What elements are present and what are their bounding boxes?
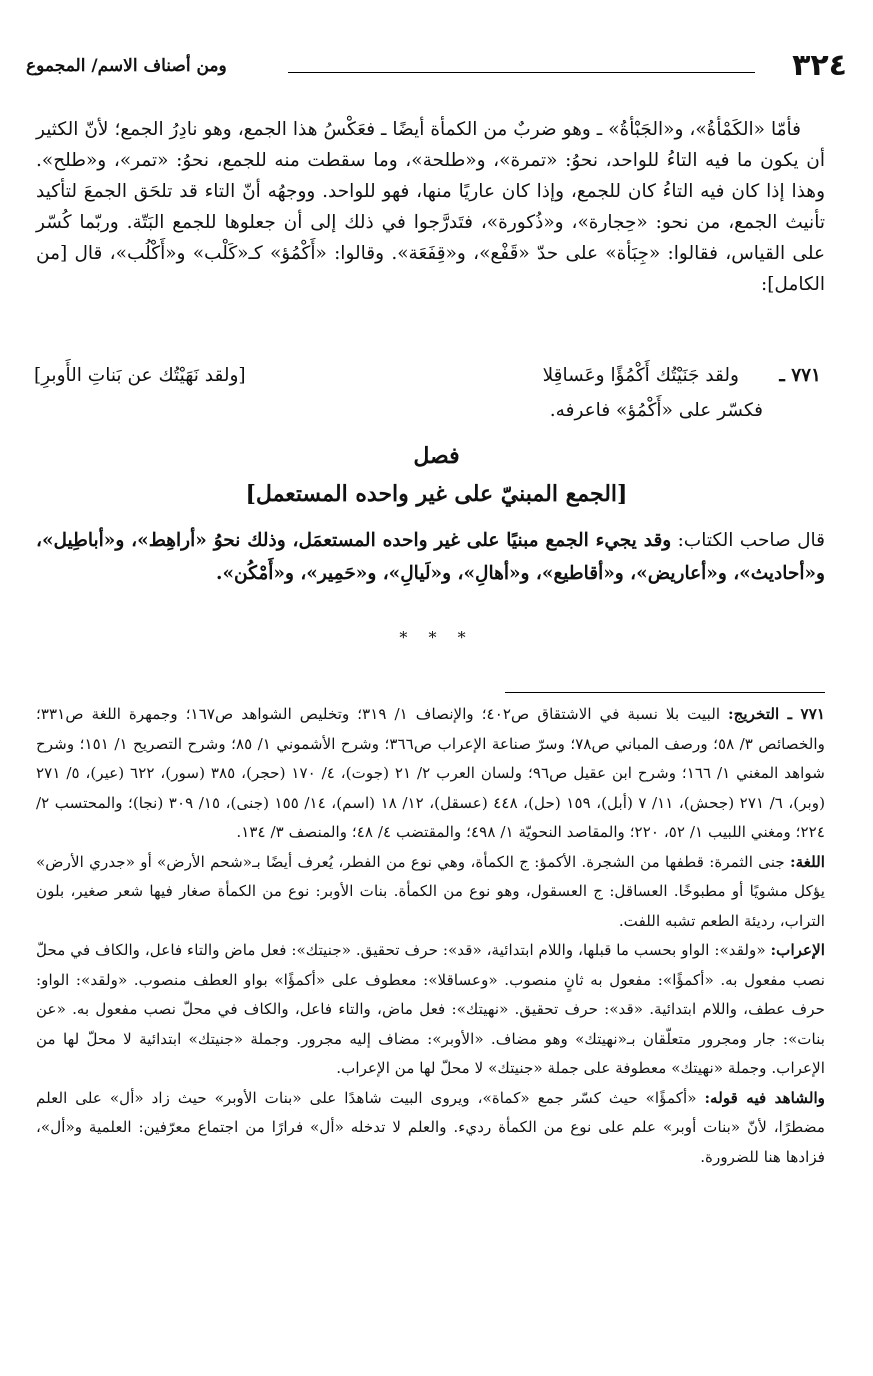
section-divider-stars: * * * [399,628,474,647]
verse-line [34,360,821,392]
header-rule [288,72,755,73]
footnote-text: البيت بلا نسبة في الاشتقاق ص٤٠٢؛ والإنصاف ١/ ٣١٩؛ وتخليص الشواهد ص١٦٧؛ وجمهرة اللغة ص٣٣١؛ والخصائص ٣/ ٥٨؛ ورصف المباني ص٧٨؛ وسرّ صناعة الإعراب ص٣٦٦؛ وشرح الأشموني ١/ ٨٥؛ وشرح التصريح ١/ ١٥١؛ وشرح شواهد المغني ١/ ١٦٦؛ وشرح ابن عقيل ص٩٦؛ ولسان العرب ٢/ ٢١ (جوت)، ٤/ ١٧٠ (حجر)، ٣٨٥ (سور)، ٦٢٢ (عير)، ٥/ ٢٧١ (وبر)، ٦/ ٢٧١ (جحش)، ١١/ ٧ (أبل)، ١٥٩ (حل)، ٤٤٨ (عسقل)، ١٢/ ١٨ (اسم)، ١٤/ ١٥٥ (جنى)، ١٥/ ٣٠٩ (نجا)؛ والمحتسب ٢/ ٢٢٤؛ ومغني اللبيب ١/ ٥٢، ٢٢٠؛ والمقاصد النحويّة ١/ ٤٩٨؛ والمقتضب ٤/ ٤٨؛ والمنصف ٣/ ١٣٤. [36,705,826,841]
footnote-label: والشاهد فيه قوله: [704,1088,825,1107]
running-title: ومن أصناف الاسم/ المجموع [26,56,227,76]
footnotes [36,700,825,1172]
section-title: فصل [413,443,460,469]
footnote-shahid [36,1084,825,1173]
quote-intro: قال صاحب الكتاب: [677,530,825,551]
quote-body: وقد يجيء الجمع مبنيًا على غير واحده المستعمَل، وذلك نحوُ «أراهِط»، و«أباطِيل»، و«أحاديث»، و«أعاريض»، و«أقاطيع»، و«أهالِ»، و«لَيالِ»، و«حَمِير»، و«أَمْكُن». [36,530,825,584]
main-text [36,114,825,300]
footnote-label: الإعراب: [770,941,825,959]
page-number: ٣٢٤ [792,48,847,83]
footnote-lugha [36,848,825,937]
section-subtitle: [الجمع المبنيّ على غير واحده المستعمل] [245,481,628,507]
footnote-takhrij [36,700,825,848]
verse-hemistich-1: ولقد جَنَيْتُك أَكْمُؤًا وعَساقِلا [542,365,739,386]
footnote-rule [505,692,825,693]
main-paragraph: فأمّا «الكَمْأةُ»، و«الجَبْأةُ» ـ وهو ضربٌ من الكمأة أيضًا ـ فعَكْسُ هذا الجمع، وهو نادِرُ الجمع؛ لأنّ الكثير أن يكون ما فيه التاءُ للواحد، نحوُ: «تمرة»، و«طلحة»، وما سقطت منه للجمع، نحوُ: «تمر»، و«طلح». وهذا إذا كان فيه التاءُ كان للجمع، وإذا كان عاريًا منها، فهو للواحد. ووجهُه أنّ التاء قد تلحَق الجمعَ لتأكيد تأنيث الجمع، من نحو: «حِجارة»، و«ذُكورة»، فتَدرَّجوا في ذلك إلى أن جعلوها للجمع البَتّة. وربّما كُسّر على القياس، فقالوا: «جِبَأة» على حدّ «قَفْع»، و«قِفَعَة». وقالوا: «أَكْمُؤ» كـ«كَلْب» و«أَكْلُب»، قال [من الكامل]: [36,119,825,295]
author-quote [36,524,825,590]
footnote-text: جنى الثمرة: قطفها من الشجرة. الأكمؤ: ج الكمأة، وهي نوع من الفطر، يُعرف أيضًا بـ«شحم الأرض» أو «جدري الأرض» يؤكل مشويًا أو مطبوخًا. العساقل: ج العسقول، وهو نوع من الكمأة. بنات الأوبر: نوع من الكمأة صغار فيها شعر صغير، بلون التراب، رديئة الطعم تشبه اللفت. [36,852,825,930]
footnote-irab [36,936,825,1084]
footnote-label: اللغة: [790,852,825,871]
footnote-label: ٧٧١ ـ التخريج: [728,705,826,723]
verse-number: ٧٧١ ـ [779,365,821,386]
page-header [26,46,847,88]
footnote-text: «أكمؤًا» حيث كسّر جمع «كماة»، ويروى البيت شاهدًا على «بنات الأوبر» حيث زاد «أل» على العلم مضطرًا، لأنّ «بنات أوبر» علم على نوع من الكمأة رديء. والعلم لا تدخله «أل» فرارًا من اجتماع معرّفين: العلمية و«أل»، فزادها هنا للضرورة. [36,1088,825,1166]
verse-hemistich-2: [ولقد نَهَيْتُك عن بَناتِ الأَوبرِ] [34,365,246,386]
after-verse-text: فكسّر على «أَكْمُؤ» فاعرفه. [549,400,763,421]
footnote-text: «ولقد»: الواو بحسب ما قبلها، واللام ابتدائية، «قد»: حرف تحقيق. «جنيتك»: فعل ماض والتاء فاعل، والكاف في محلّ نصب مفعول به. «أكمؤًا»: مفعول به ثانٍ منصوب. «وعساقلا»: معطوف على «أكمؤًا» بواو العطف منصوب. «ولقد»: الواو: حرف عطف، واللام ابتدائية. «قد»: حرف تحقيق. «نهيتك»: فعل ماض، والتاء فاعل، والكاف في محلّ نصب مفعول به. «عن بنات»: جار ومجرور متعلّقان بـ«نهيتك» وهو مضاف. «الأوبر»: مضاف إليه مجرور. وجملة «جنيتك» ابتدائية لا محلّ لها من الإعراب. وجملة «نهيتك» معطوفة على جملة «جنيتك» لا محلّ لها من الإعراب. [36,941,825,1077]
